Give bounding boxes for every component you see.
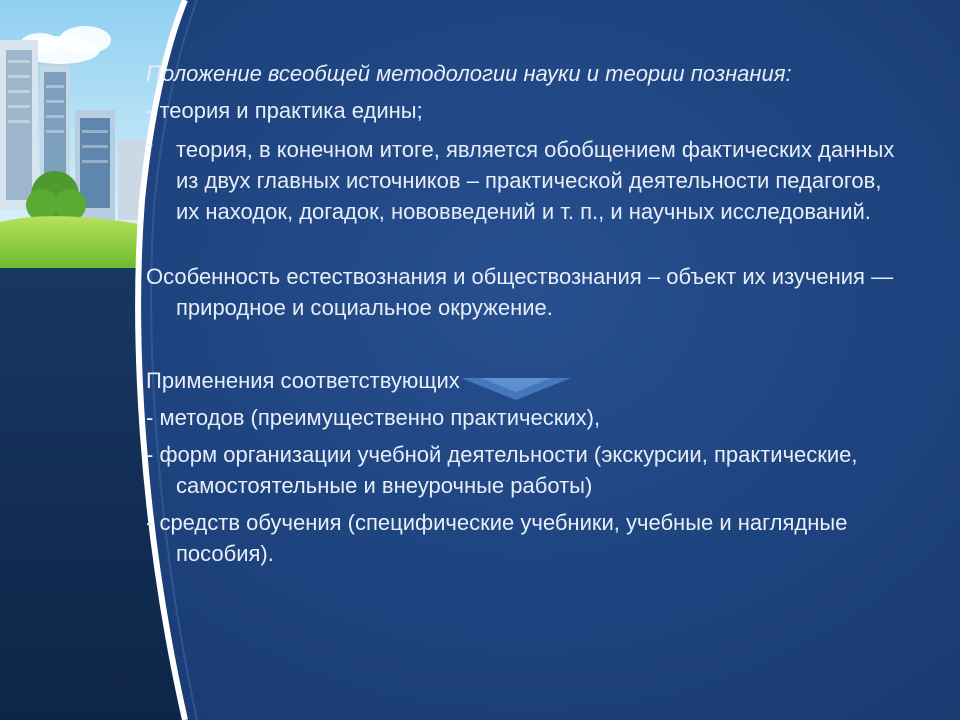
list-item: - средств обучения (специфические учебники, учебные и наглядные пособия). (146, 510, 848, 566)
list-item (146, 131, 906, 227)
application-heading: Применения соответствующих (146, 368, 460, 393)
list-item: - форм организации учебной деятельности (экскурсии, практические, самостоятельные и внеурочные работы) (146, 442, 858, 498)
list-item-text: теория, в конечном итоге, является обобщением фактических данных из двух главных источников – практической деятельности педагогов, их находок, догадок, нововведений и т. п., и научных исследований. (176, 137, 895, 224)
list-item: - методов (преимущественно практических), (146, 405, 601, 430)
slide-content (146, 58, 906, 569)
dash-marker: - (146, 131, 154, 156)
feature-paragraph: Особенность естествознания и обществознания – объект их изучения — природное и социальное окружение. (146, 264, 894, 320)
methodology-heading: Положение всеобщей методологии науки и теории познания: (146, 61, 792, 86)
list-item: - теория и практика едины; (146, 98, 423, 123)
